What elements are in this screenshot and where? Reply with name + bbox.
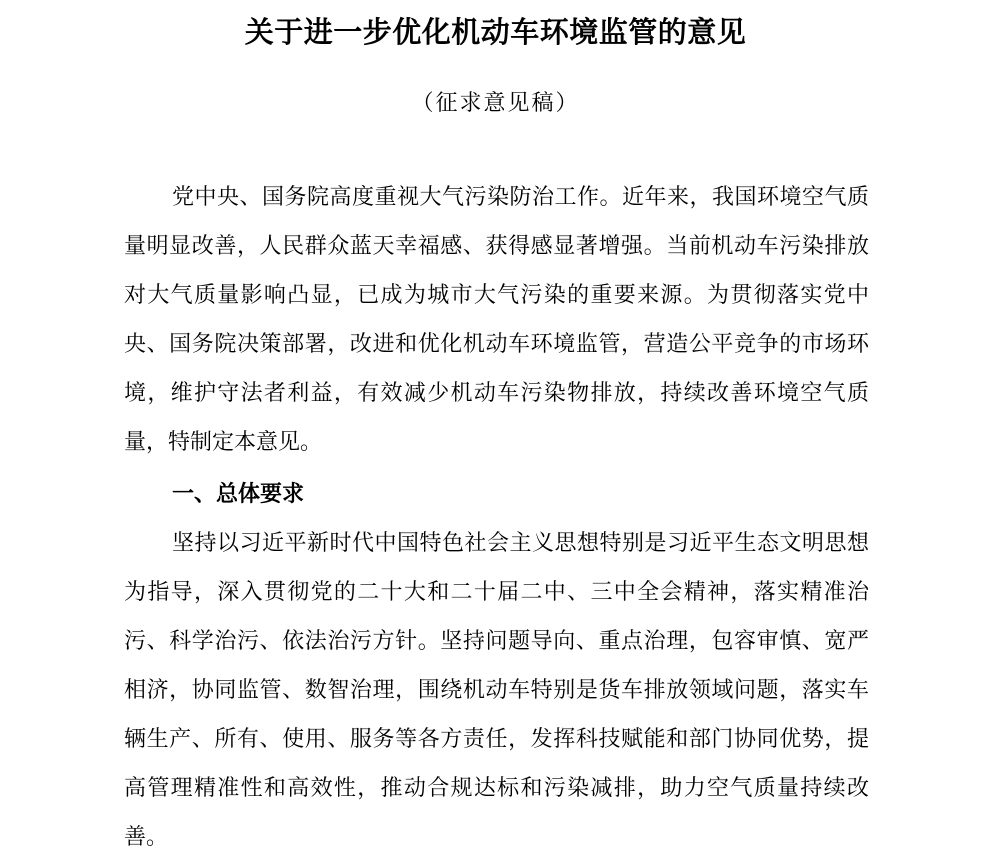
section-heading: 一、总体要求: [172, 482, 305, 507]
document-subtitle: （征求意见稿）: [411, 91, 580, 116]
paragraph-intro: 党中央、国务院高度重视大气污染防治工作。近年来，我国环境空气质量明显改善，人民群众蓝天幸福感、获得感显著增强。当前机动车污染排放对大气质量影响凸显，已成为城市大气污染的重要来源。为贯彻落实党中央、国务院决策部署，改进和优化机动车环境监管，营造公平竞争的市场环境，维护守法者利益，有效减少机动车污染物排放，持续改善环境空气质量，特制定本意见。: [124, 185, 869, 455]
document-title: 关于进一步优化机动车环境监管的意见: [244, 15, 747, 49]
paragraph-general-requirements: 坚持以习近平新时代中国特色社会主义思想特别是习近平生态文明思想为指导，深入贯彻党的二十大和二十届二中、三中全会精神，落实精准治污、科学治污、依法治污方针。坚持问题导向、重点治理，包容审慎、宽严相济，协同监管、数智治理，围绕机动车特别是货车排放领域问题，落实车辆生产、所有、使用、服务等各方责任，发挥科技赋能和部门协同优势，提高管理精准性和高效性，推动合规达标和污染减排，助力空气质量持续改善。: [124, 531, 869, 850]
